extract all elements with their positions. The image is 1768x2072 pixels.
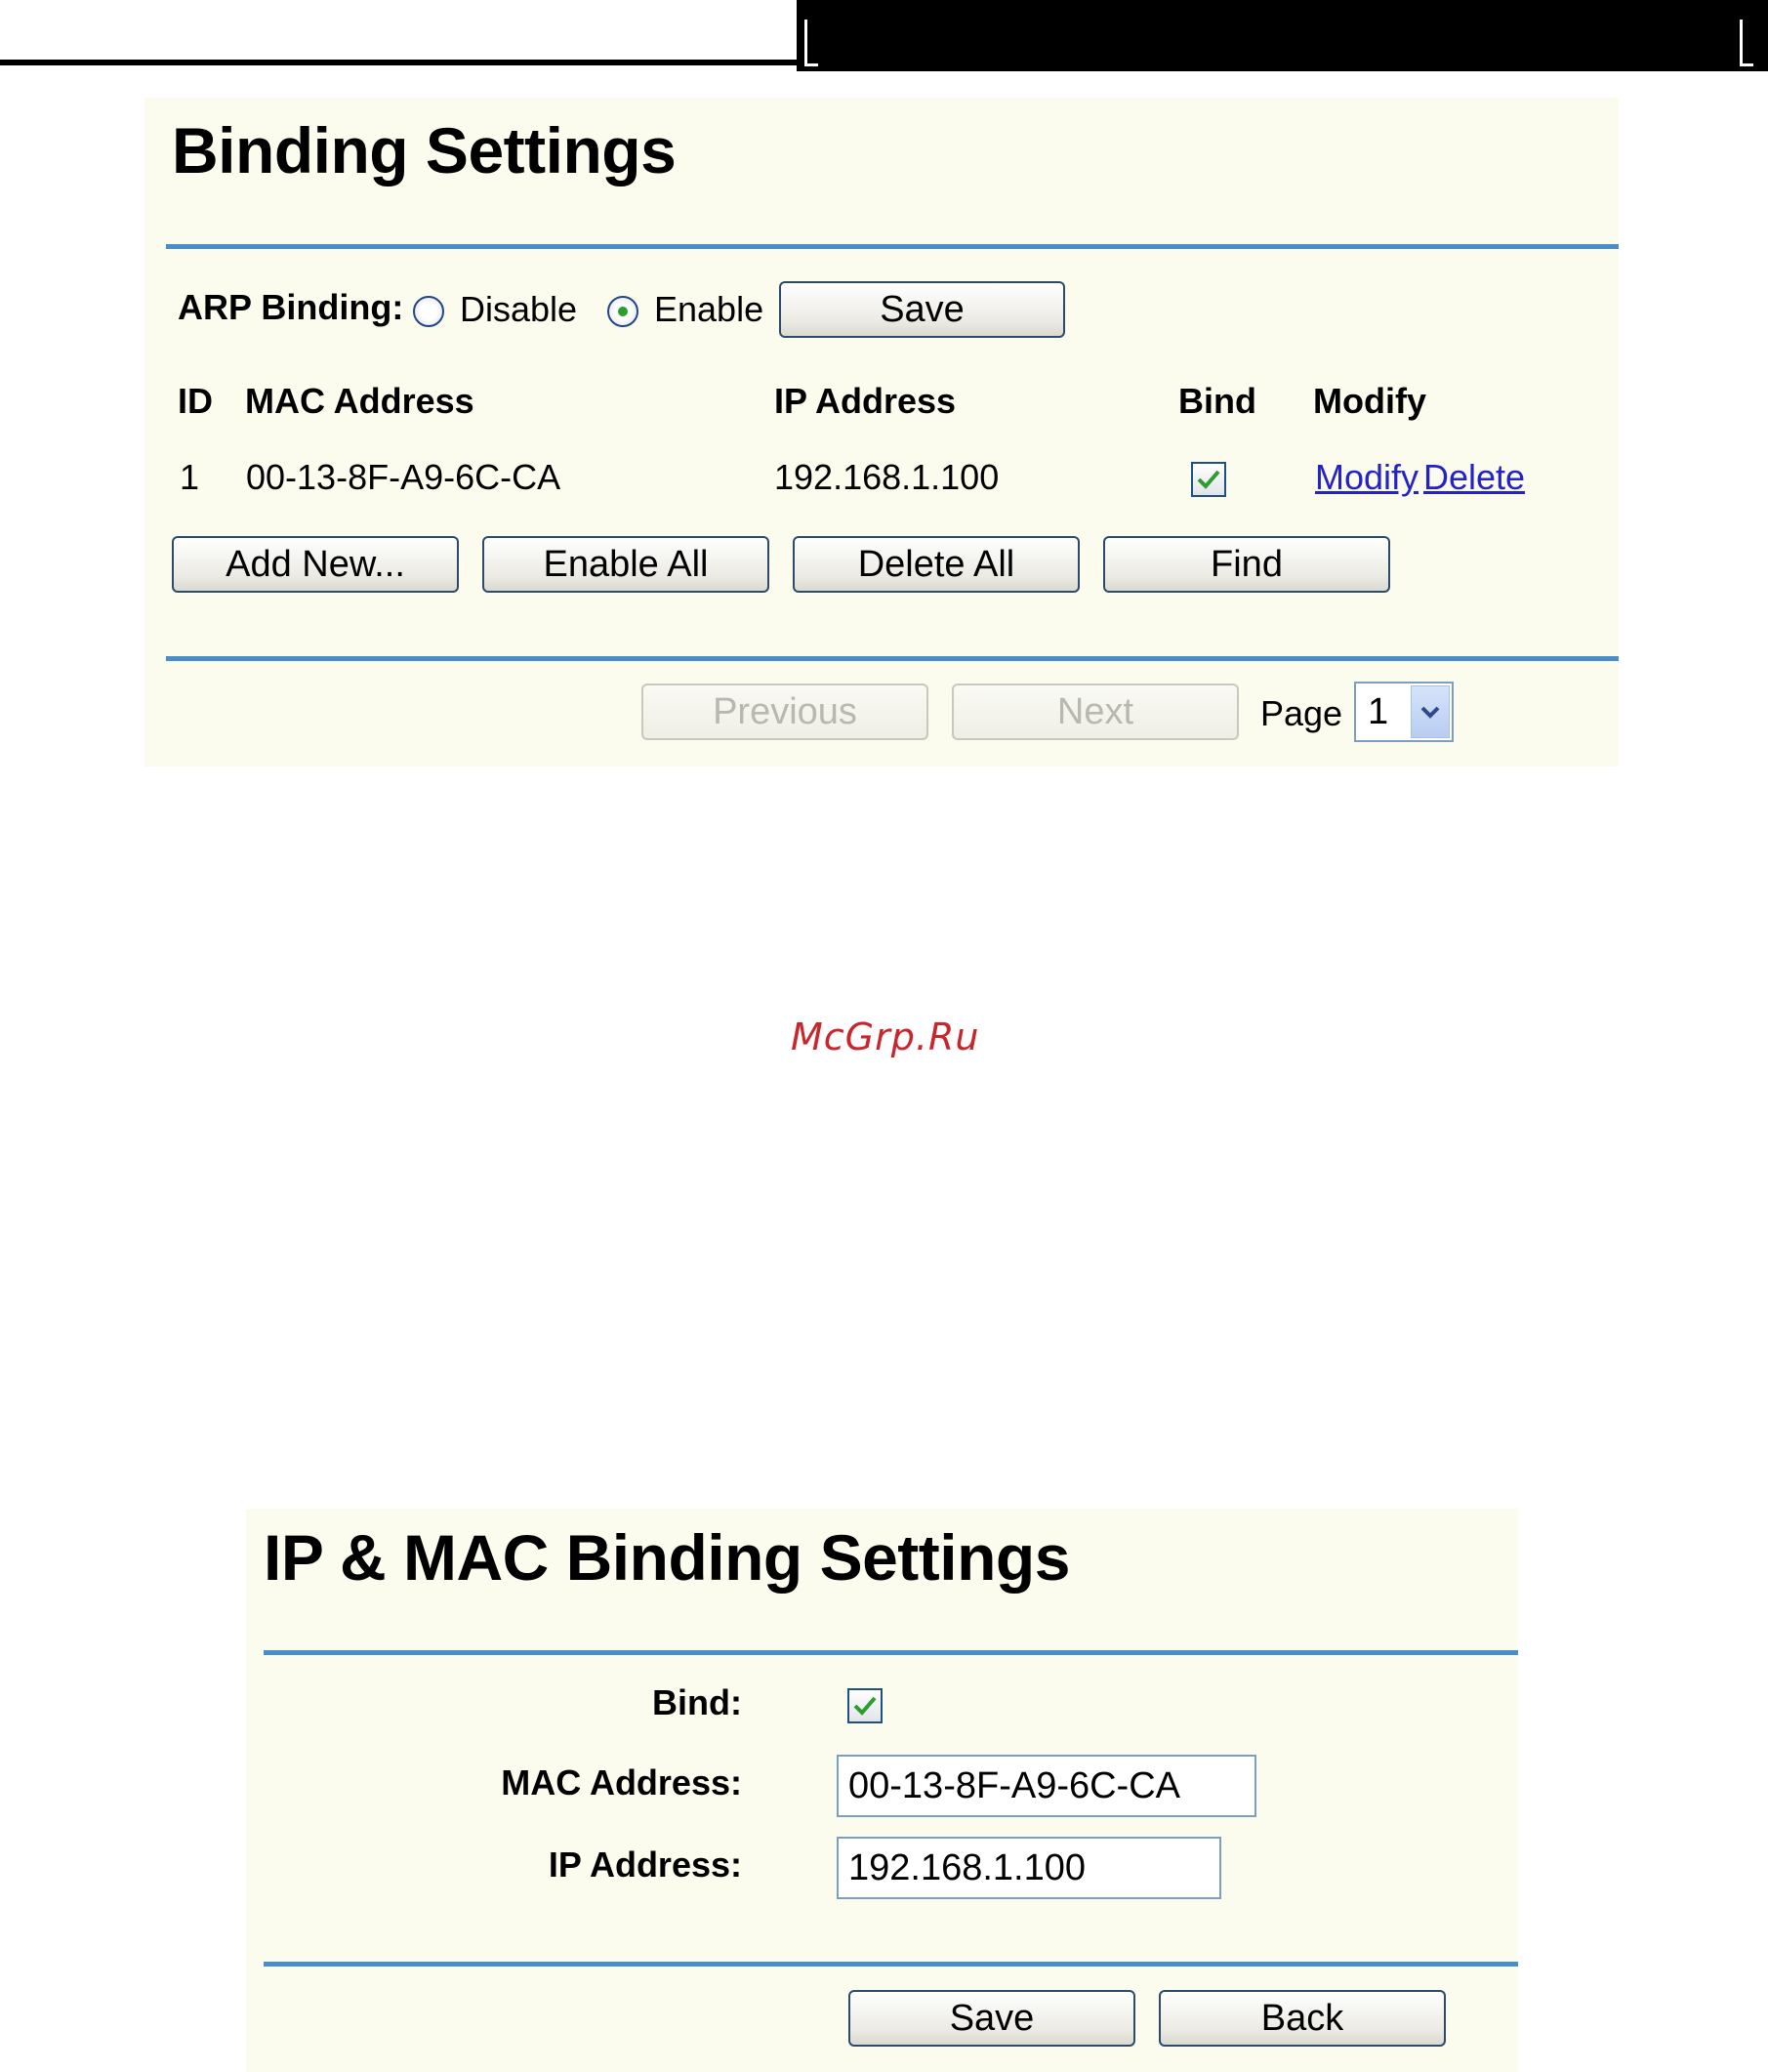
crop-mark (804, 20, 818, 66)
bind-label: Bind: (652, 1682, 742, 1722)
row-ip: 192.168.1.100 (774, 457, 1000, 497)
column-header-ip: IP Address (774, 381, 957, 421)
ip-address-field[interactable] (837, 1837, 1221, 1899)
radio-selected-dot (618, 307, 628, 316)
bind-checkbox[interactable] (847, 1688, 883, 1723)
top-header-right (797, 0, 1768, 71)
add-new-button[interactable]: Add New... (172, 536, 459, 593)
row-mac: 00-13-8F-A9-6C-CA (246, 457, 561, 497)
column-header-mac: MAC Address (245, 381, 474, 421)
previous-button[interactable]: Previous (641, 684, 928, 740)
page-select[interactable] (1354, 682, 1454, 742)
ip-mac-binding-settings-panel (246, 1509, 1518, 2072)
row-id: 1 (180, 457, 200, 497)
divider (264, 1962, 1518, 1967)
enable-all-button[interactable]: Enable All (482, 536, 769, 593)
checkmark-icon (1196, 469, 1221, 490)
page-title: Binding Settings (172, 114, 677, 186)
binding-settings-panel (144, 98, 1619, 767)
mac-address-label: MAC Address: (501, 1762, 742, 1803)
top-header-left (0, 0, 797, 65)
row-modify-link[interactable]: Modify (1315, 457, 1419, 497)
arp-enable-radio[interactable] (607, 296, 638, 327)
arp-save-button[interactable]: Save (779, 281, 1065, 338)
crop-mark (1740, 20, 1753, 66)
column-header-bind: Bind (1178, 381, 1256, 421)
divider (264, 1650, 1518, 1655)
row-delete-link[interactable]: Delete (1423, 457, 1526, 497)
arp-binding-label: ARP Binding: (178, 287, 404, 327)
next-button[interactable]: Next (952, 684, 1239, 740)
page-select-value: 1 (1368, 691, 1389, 732)
column-header-id: ID (178, 381, 213, 421)
divider (166, 656, 1619, 661)
divider (166, 244, 1619, 249)
delete-all-button[interactable]: Delete All (793, 536, 1080, 593)
column-header-modify: Modify (1313, 381, 1426, 421)
row-bind-checkbox[interactable] (1191, 462, 1226, 497)
watermark: McGrp.Ru (791, 1015, 980, 1058)
page-label: Page (1260, 693, 1343, 733)
chevron-down-icon (1411, 685, 1450, 738)
arp-disable-radio[interactable] (413, 296, 444, 327)
save-button[interactable]: Save (848, 1990, 1135, 2047)
ip-address-label: IP Address: (548, 1844, 742, 1885)
arp-enable-label: Enable (654, 289, 764, 329)
form-title: IP & MAC Binding Settings (264, 1521, 1070, 1594)
back-button[interactable]: Back (1159, 1990, 1446, 2047)
arp-disable-label: Disable (460, 289, 578, 329)
mac-address-field[interactable] (837, 1755, 1256, 1817)
find-button[interactable]: Find (1103, 536, 1390, 593)
checkmark-icon (852, 1695, 878, 1717)
